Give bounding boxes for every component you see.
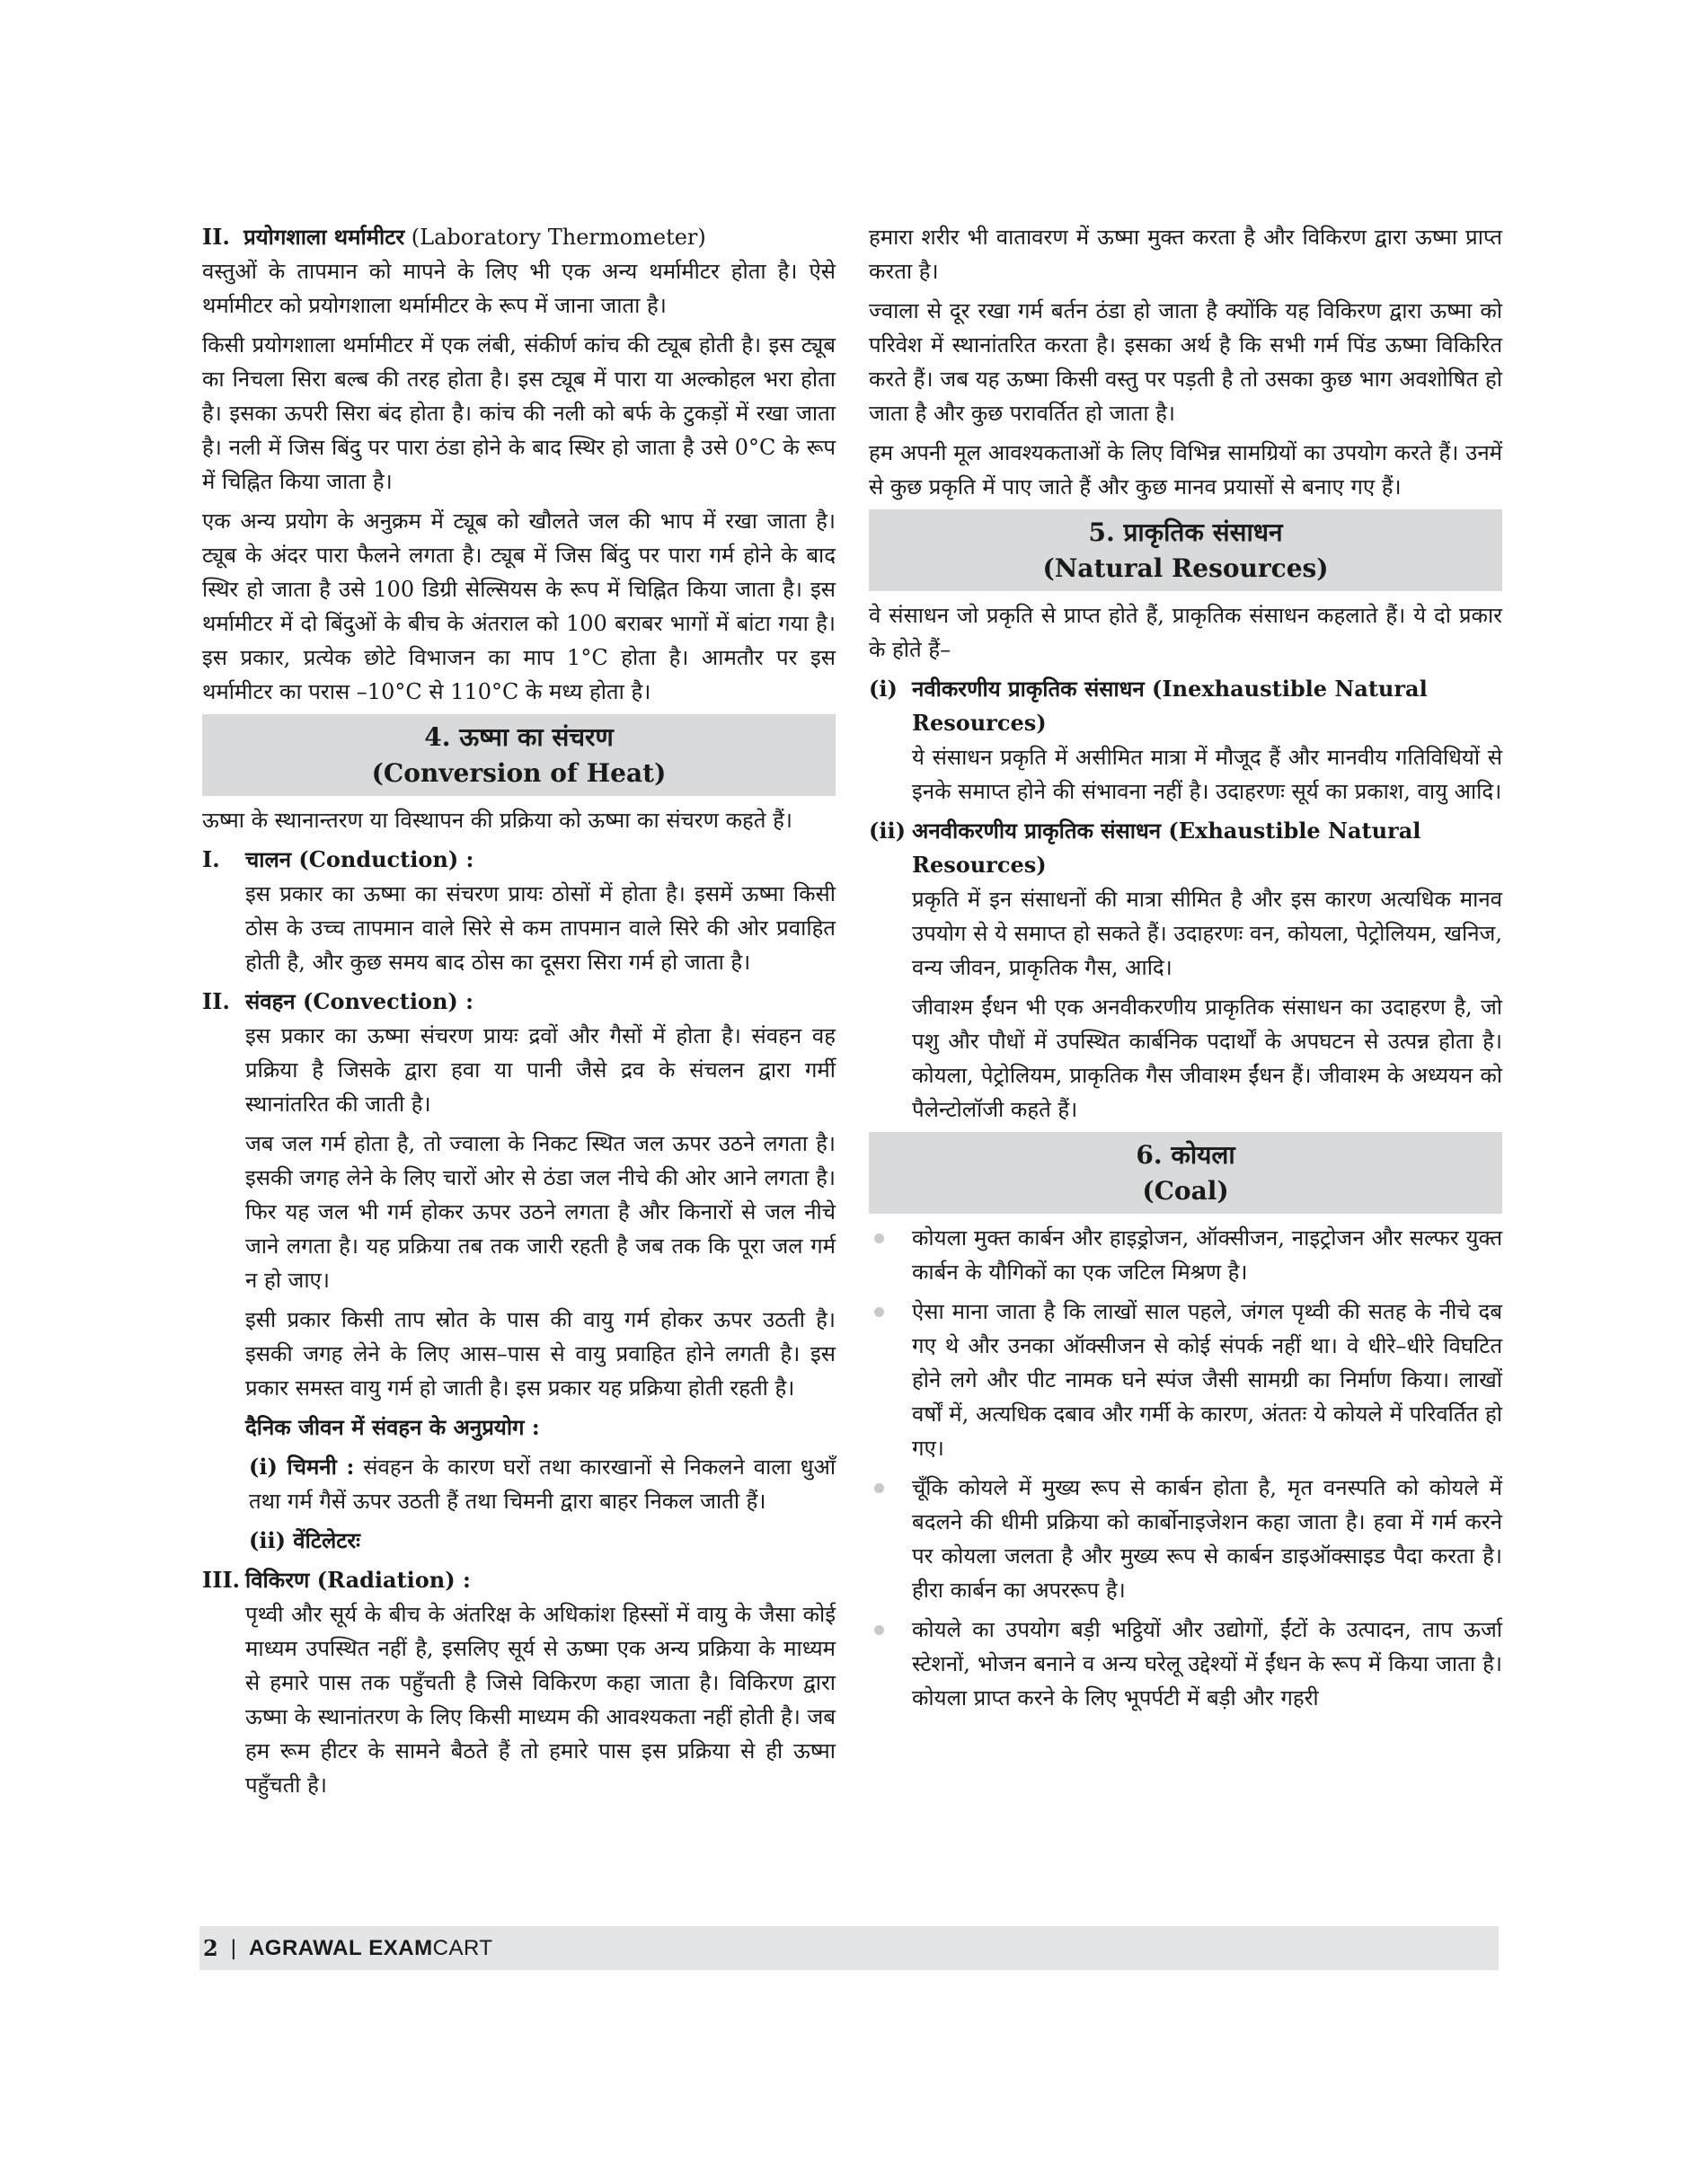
- lab-heading-english: (Laboratory Thermometer): [411, 225, 706, 250]
- application-chimney-text: संवहन के कारण घरों तथा कारखानों से निकलने वाला धुआँ तथा गर्म गैसें ऊपर उठती हैं तथा चिमनी द्वारा बाहर निकल जाती हैं।: [249, 1454, 836, 1514]
- radiation-heading: [202, 1563, 836, 1597]
- radiation-paragraph-3: ज्वाला से दूर रखा गर्म बर्तन ठंडा हो जाता है क्योंकि यह विकिरण द्वारा ऊष्मा को परिवेश में स्थानांतरित करता है। इसका अर्थ है कि सभी गर्म पिंड ऊष्मा विकिरित करते हैं। जब यह ऊष्मा किसी वस्तु पर पड़ती है तो उसका कुछ भाग अवशोषित हो जाता है और कुछ परावर्तित हो जाता है।: [869, 298, 1502, 426]
- application-chimney-label: (i) चिमनी :: [249, 1454, 355, 1480]
- bullet-icon: [874, 1483, 884, 1493]
- convection-applications-heading: दैनिक जीवन में संवहन के अनुप्रयोग :: [245, 1414, 540, 1440]
- radiation-title: विकिरण (Radiation) :: [245, 1567, 471, 1593]
- exhaustible-paragraph-1: प्रकृति में इन संसाधनों की मात्रा सीमित है और इस कारण अत्यधिक मानव उपयोग से ये समाप्त हो सकते हैं। उदाहरणः वन, कोयला, पेट्रोलियम, खनिज, वन्य जीवन, प्राकृतिक गैस, आदि।: [912, 887, 1502, 980]
- conduction-heading: [202, 843, 836, 877]
- exhaustible-heading: [869, 814, 1502, 882]
- coal-bullet-text: कोयले का उपयोग बड़ी भट्ठियों और उद्योगों, ईंटों के उत्पादन, ताप ऊर्जा स्टेशनों, भोजन बनाने व अन्य घरेलू उद्देश्यों में ईंधन के रूप में किया जाता है। कोयला प्राप्त करने के लिए भूपर्पटी में बड़ी और गहरी: [912, 1617, 1502, 1711]
- footer-separator: |: [230, 1935, 236, 1960]
- brand-part-3: CART: [432, 1935, 493, 1960]
- bullet-icon: [874, 1625, 884, 1635]
- convection-paragraph-2: जब जल गर्म होता है, तो ज्वाला के निकट स्थित जल ऊपर उठने लगता है। इसकी जगह लेने के लिए चारों ओर से ठंडा जल नीचे की ओर आने लगता है। फिर यह जल भी गर्म होकर ऊपर उठने लगता है और किनारों से जल नीचे जाने लगता है। यह प्रक्रिया तब तक जारी रहती है जब तक कि पूरा जल गर्म न हो जाए।: [245, 1131, 836, 1293]
- section-4-title-english: (Conversion of Heat): [371, 758, 667, 788]
- radiation-paragraph-2: हमारा शरीर भी वातावरण में ऊष्मा मुक्त करता है और विकिरण द्वारा ऊष्मा प्राप्त करता है।: [869, 225, 1502, 284]
- conduction-title: चालन (Conduction) :: [245, 846, 474, 872]
- bullet-icon: [874, 1307, 884, 1317]
- bullet-icon: [874, 1233, 884, 1243]
- lab-paragraph-1: वस्तुओं के तापमान को मापने के लिए भी एक अन्य थर्मामीटर होता है। ऐसे थर्मामीटर को प्रयोगशाला थर्मामीटर के रूप में जाना जाता है।: [202, 259, 836, 318]
- coal-bullet-text: ऐसा माना जाता है कि लाखों साल पहले, जंगल पृथ्वी की सतह के नीचे दब गए थे और उनका ऑक्सीजन से कोई संपर्क नहीं था। वे धीरे–धीरे विघटित होने लगे और पीट नामक घने स्पंज जैसी सामग्री का निर्माण किया। लाखों वर्षों में, अत्यधिक दबाव और गर्मी के कारण, अंततः ये कोयले में परिवर्तित हो गए।: [912, 1299, 1502, 1461]
- radiation-paragraph-4: हम अपनी मूल आवश्यकताओं के लिए विभिन्न सामग्रियों का उपयोग करते हैं। उनमें से कुछ प्रकृति में पाए जाते हैं और कुछ मानव प्रयासों से बनाए गए हैं।: [869, 440, 1502, 499]
- brand-part-2: EXAM: [368, 1935, 433, 1960]
- section-4-heading: [202, 714, 836, 796]
- brand-part-1: AGRAWAL: [248, 1935, 363, 1960]
- inexhaustible-number: (i): [869, 676, 898, 702]
- section-5-title-english: (Natural Resources): [1042, 553, 1329, 583]
- lab-thermometer-heading: [202, 220, 836, 254]
- application-ventilator: (ii) वेंटिलेटरः: [249, 1527, 360, 1553]
- convection-paragraph-1: इस प्रकार का ऊष्मा संचरण प्रायः द्रवों और गैसों में होता है। संवहन वह प्रक्रिया है जिसके द्वारा हवा या पानी जैसे द्रव के संचलन द्वारा गर्मी स्थानांतरित की जाती है।: [245, 1023, 836, 1117]
- left-column: [202, 220, 836, 1808]
- conduction-number: I.: [202, 846, 220, 872]
- section-4-title-hindi: 4. ऊष्मा का संचरण: [424, 722, 614, 752]
- section-5-intro: वे संसाधन जो प्रकृति से प्राप्त होते हैं, प्राकृतिक संसाधन कहलाते हैं। ये दो प्रकार के होते हैं–: [869, 603, 1502, 662]
- exhaustible-paragraph-2: जीवाश्म ईंधन भी एक अनवीकरणीय प्राकृतिक संसाधन का उदाहरण है, जो पशु और पौधों में उपस्थित कार्बनिक पदार्थों के अपघटन से उत्पन्न होता है। कोयला, पेट्रोलियम, प्राकृतिक गैस जीवाश्म ईंधन हैं। जीवाश्म के अध्ययन को पैलेन्टोलॉजी कहते हैं।: [912, 995, 1502, 1122]
- radiation-number: III.: [202, 1567, 241, 1593]
- section-5-title-hindi: 5. प्राकृतिक संसाधन: [1088, 517, 1283, 547]
- convection-title: संवहन (Convection) :: [245, 988, 473, 1014]
- section-5-heading: [869, 509, 1502, 591]
- inexhaustible-heading: [869, 672, 1502, 740]
- page-number: 2: [203, 1935, 218, 1961]
- section-4-intro: ऊष्मा के स्थानान्तरण या विस्थापन की प्रक्रिया को ऊष्मा का संचरण कहते हैं।: [202, 808, 792, 833]
- list-item: [869, 1295, 1502, 1465]
- section-6-heading: [869, 1132, 1502, 1214]
- inexhaustible-title: नवीकरणीय प्राकृतिक संसाधन (Inexhaustible Natural Resources): [912, 676, 1428, 736]
- brand-logo: [249, 1936, 493, 1961]
- section-6-title-english: (Coal): [1142, 1176, 1229, 1206]
- radiation-paragraph: पृथ्वी और सूर्य के बीच के अंतरिक्ष के अधिकांश हिस्सों में वायु के जैसा कोई माध्यम उपस्थित नहीं है, इसलिए सूर्य से ऊष्मा एक अन्य प्रक्रिया के माध्यम से हमारे पास तक पहुँचती है जिसे विकिरण कहा जाता है। विकिरण द्वारा ऊष्मा के स्थानांतरण के लिए किसी माध्यम की आवश्यकता नहीं होती है। जब हम रूम हीटर के सामने बैठते हैं तो हमारे पास इस प्रक्रिया से ही ऊष्मा पहुँचती है।: [245, 1602, 836, 1798]
- list-item: [869, 1471, 1502, 1607]
- application-chimney: [249, 1450, 836, 1518]
- lab-paragraph-3: एक अन्य प्रयोग के अनुक्रम में ट्यूब को खौलते जल की भाप में रखा जाता है। ट्यूब के अंदर पारा फैलने लगता है। ट्यूब में जिस बिंदु पर पारा गर्म होने के बाद स्थिर हो जाता है उसे 100 डिग्री सेल्सियस के रूप में चिह्नित किया जाता है। इस थर्मामीटर में दो बिंदुओं के बीच के अंतराल को 100 बराबर भागों में बांटा गया है। इस प्रकार, प्रत्येक छोटे विभाजन का माप 1°C होता है। आमतौर पर इस थर्मामीटर का परास –10°C से 110°C के मध्य होता है।: [202, 508, 836, 704]
- conduction-paragraph: इस प्रकार का ऊष्मा का संचरण प्रायः ठोसों में होता है। इसमें ऊष्मा किसी ठोस के उच्च तापमान वाले सिरे से कम तापमान वाले सिरे की ओर प्रवाहित होती है, और कुछ समय बाद ठोस का दूसरा सिरा गर्म हो जाता है।: [245, 881, 836, 975]
- coal-bullet-list: [869, 1221, 1502, 1715]
- page-footer: [199, 1926, 1499, 1970]
- list-item: [869, 1221, 1502, 1289]
- inexhaustible-paragraph: ये संसाधन प्रकृति में असीमित मात्रा में मौजूद हैं और मानवीय गतिविधियों से इनके समाप्त होने की संभावना नहीं है। उदाहरणः सूर्य का प्रकाश, वायु आदि।: [912, 745, 1502, 804]
- convection-number: II.: [202, 988, 230, 1014]
- list-item: [869, 1613, 1502, 1715]
- exhaustible-number: (ii): [869, 818, 906, 844]
- lab-paragraph-2: किसी प्रयोगशाला थर्मामीटर में एक लंबी, संकीर्ण कांच की ट्यूब होती है। इस ट्यूब का निचला सिरा बल्ब की तरह होता है। इस ट्यूब में पारा या अल्कोहल भरा होता है। इसका ऊपरी सिरा बंद होता है। कांच की नली को बर्फ के टुकड़ों में रखा जाता है। नली में जिस बिंदु पर पारा ठंडा होने के बाद स्थिर हो जाता है उसे 0°C के रूप में चिह्नित किया जाता है।: [202, 332, 836, 494]
- right-column: [869, 220, 1502, 1720]
- exhaustible-title: अनवीकरणीय प्राकृतिक संसाधन (Exhaustible Natural Resources): [912, 818, 1421, 878]
- coal-bullet-text: चूँकि कोयले में मुख्य रूप से कार्बन होता है, मृत वनस्पति को कोयले में बदलने की धीमी प्रक्रिया को कार्बोनाइजेशन कहा जाता है। हवा में गर्म करने पर कोयला जलता है और मुख्य रूप से कार्बन डाइऑक्साइड पैदा करता है। हीरा कार्बन का अपररूप है।: [912, 1475, 1502, 1603]
- convection-paragraph-3: इसी प्रकार किसी ताप स्रोत के पास की वायु गर्म होकर ऊपर उठती है। इसकी जगह लेने के लिए आस–पास से वायु प्रवाहित होने लगती है। इस प्रकार समस्त वायु गर्म हो जाती है। इस प्रकार यह प्रक्रिया होती रहती है।: [245, 1307, 836, 1401]
- lab-heading-number: II.: [202, 224, 230, 250]
- lab-heading-hindi: प्रयोगशाला थर्मामीटर: [243, 224, 405, 250]
- coal-bullet-text: कोयला मुक्त कार्बन और हाइड्रोजन, ऑक्सीजन, नाइट्रोजन और सल्फर युक्त कार्बन के यौगिकों का एक जटिल मिश्रण है।: [912, 1225, 1502, 1285]
- section-6-title-hindi: 6. कोयला: [1136, 1140, 1235, 1170]
- convection-heading: [202, 985, 836, 1019]
